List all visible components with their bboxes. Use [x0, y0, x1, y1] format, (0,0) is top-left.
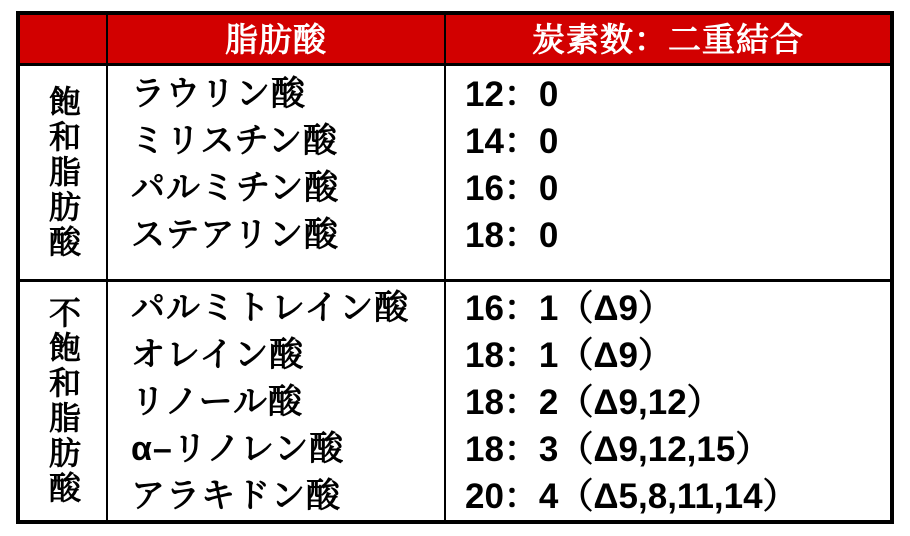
header-category-spacer — [20, 15, 108, 66]
fatty-acid-name: ステアリン酸 — [131, 216, 339, 254]
fatty-acid-name: ミリスチン酸 — [131, 122, 338, 160]
category-label-saturated: 飽和脂肪酸 — [45, 85, 81, 260]
header-carbons-double-bonds: 炭素数：二重結合 — [446, 15, 890, 66]
fatty-acid-value: 14：0 — [465, 122, 559, 161]
fatty-acid-table — [16, 11, 894, 524]
fatty-acid-value: 18：0 — [465, 216, 559, 255]
fatty-acid-value: 16：1（Δ9） — [465, 289, 674, 328]
saturated-values-column — [446, 66, 890, 282]
header-fatty-acid: 脂肪酸 — [108, 15, 446, 66]
unsaturated-values-column — [446, 282, 890, 520]
fatty-acid-value: 18：1（Δ9） — [465, 336, 674, 375]
fatty-acid-name: リノール酸 — [131, 383, 303, 421]
category-label-unsaturated: 不飽和脂肪酸 — [45, 296, 81, 506]
saturated-names-column — [108, 66, 446, 282]
unsaturated-names-column — [108, 282, 446, 520]
category-cell-unsaturated — [20, 282, 108, 520]
fatty-acid-value: 20：4（Δ5,8,11,14） — [465, 477, 798, 516]
fatty-acid-value: 18：3（Δ9,12,15） — [465, 430, 771, 469]
category-cell-saturated — [20, 66, 108, 282]
fatty-acid-name: アラキドン酸 — [131, 477, 341, 515]
fatty-acid-name: パルミトレイン酸 — [131, 289, 410, 327]
fatty-acid-value: 12：0 — [465, 75, 559, 114]
fatty-acid-value: 18：2（Δ9,12） — [465, 383, 722, 422]
fatty-acid-name: オレイン酸 — [131, 336, 305, 374]
fatty-acid-name: α–リノレン酸 — [131, 430, 345, 468]
fatty-acid-name: ラウリン酸 — [131, 75, 306, 113]
fatty-acid-value: 16：0 — [465, 169, 559, 208]
fatty-acid-name: パルミチン酸 — [131, 169, 340, 207]
